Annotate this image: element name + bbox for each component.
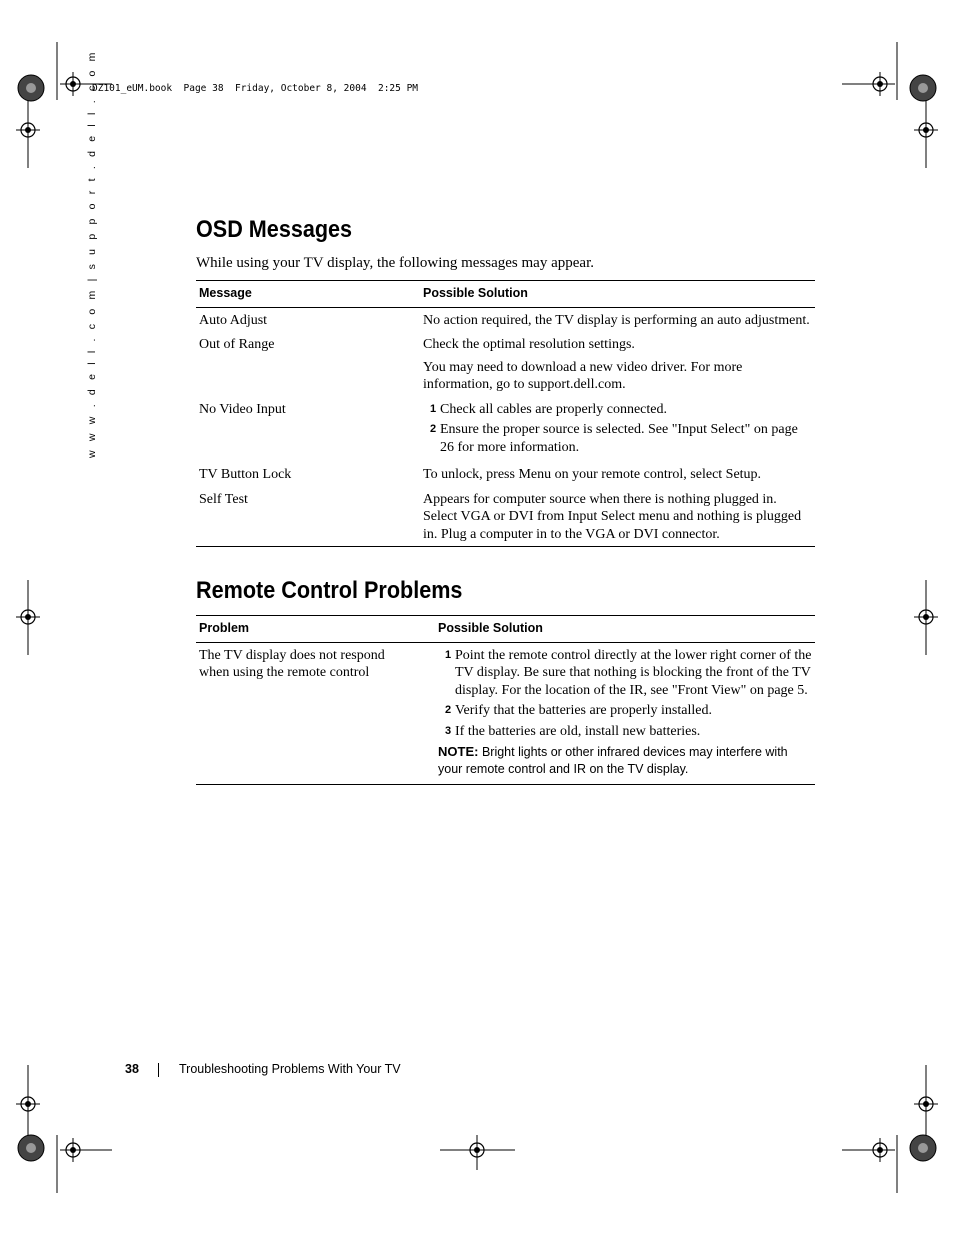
column-header-solution: Possible Solution (435, 616, 815, 643)
table-row (196, 487, 815, 547)
step-text: If the batteries are old, install new batteries. (455, 723, 701, 739)
solution-cell (420, 332, 815, 397)
side-url-text: w w w . d e l l . c o m | s u p p o r t . d e l l . c o m (86, 49, 98, 458)
step-item (438, 647, 812, 700)
column-header-message: Message (196, 281, 420, 308)
note-block (438, 743, 812, 778)
step-text: Verify that the batteries are properly installed. (455, 703, 712, 718)
osd-intro: While using your TV display, the following messages may appear. (196, 255, 594, 271)
remote-section-title-wrap (196, 577, 492, 605)
step-item (423, 401, 812, 419)
step-number: 3 (445, 724, 452, 737)
step-number: 1 (430, 402, 437, 415)
step-number: 2 (445, 704, 452, 716)
solution-cell: Appears for computer source when there is nothing plugged in. Select VGA or DVI from Input Select menu and nothing is plugged in. Plug a computer in to the VGA or DVI connector. (420, 487, 815, 547)
solution-text: You may need to download a new video driver. For more information, go to support.dell.com. (423, 359, 743, 392)
print-header-stamp: DZ101_eUM.book Page 38 Friday, October 8, 2004 2:25 PM (92, 83, 419, 94)
page-number: 38 (125, 1062, 139, 1076)
column-header-solution: Possible Solution (420, 281, 815, 308)
table-row (196, 462, 815, 487)
step-text: Check all cables are properly connected. (440, 401, 668, 417)
osd-section-title-wrap (196, 216, 369, 244)
message-cell: No Video Input (199, 401, 286, 417)
table-header-row (196, 616, 815, 643)
step-text: Ensure the proper source is selected. See "Input Select" on page 26 for more information. (440, 422, 798, 455)
osd-messages-table (196, 280, 815, 547)
step-item (438, 723, 812, 741)
solution-cell (420, 397, 815, 463)
step-text: Point the remote control directly at the lower right corner of the TV display. Be sure that nothing is blocking the front of the TV display. For the location of the IR, see "Front View" on page 5. (455, 647, 812, 698)
solution-cell (435, 642, 815, 785)
problem-cell: The TV display does not respond when using the remote control (196, 642, 435, 785)
step-number: 2 (430, 423, 437, 435)
footer-title: Troubleshooting Problems With Your TV (179, 1062, 401, 1076)
table-row (196, 642, 815, 785)
message-cell: Out of Range (199, 337, 275, 352)
note-text: Bright lights or other infrared devices may interfere with your remote control and IR on the TV display. (438, 745, 788, 776)
step-item (438, 702, 812, 720)
footer-divider (158, 1063, 159, 1077)
message-cell: TV Button Lock (199, 467, 292, 482)
solution-cell: No action required, the TV display is performing an auto adjustment. (423, 312, 810, 328)
osd-section-title: OSD Messages (196, 216, 353, 243)
solution-cell: To unlock, press Menu on your remote control, select Setup. (423, 467, 762, 482)
note-label: NOTE: (438, 744, 479, 759)
message-cell: Auto Adjust (199, 312, 268, 328)
solution-text: Check the optimal resolution settings. (423, 337, 635, 352)
table-header-row (196, 281, 815, 308)
remote-problems-table (196, 615, 815, 785)
table-row (196, 307, 815, 332)
message-cell: Self Test (196, 487, 420, 547)
remote-section-title: Remote Control Problems (196, 577, 463, 604)
step-item (423, 421, 812, 456)
table-row (196, 332, 815, 397)
table-row (196, 397, 815, 463)
column-header-problem: Problem (196, 616, 435, 643)
step-number: 1 (445, 648, 452, 661)
